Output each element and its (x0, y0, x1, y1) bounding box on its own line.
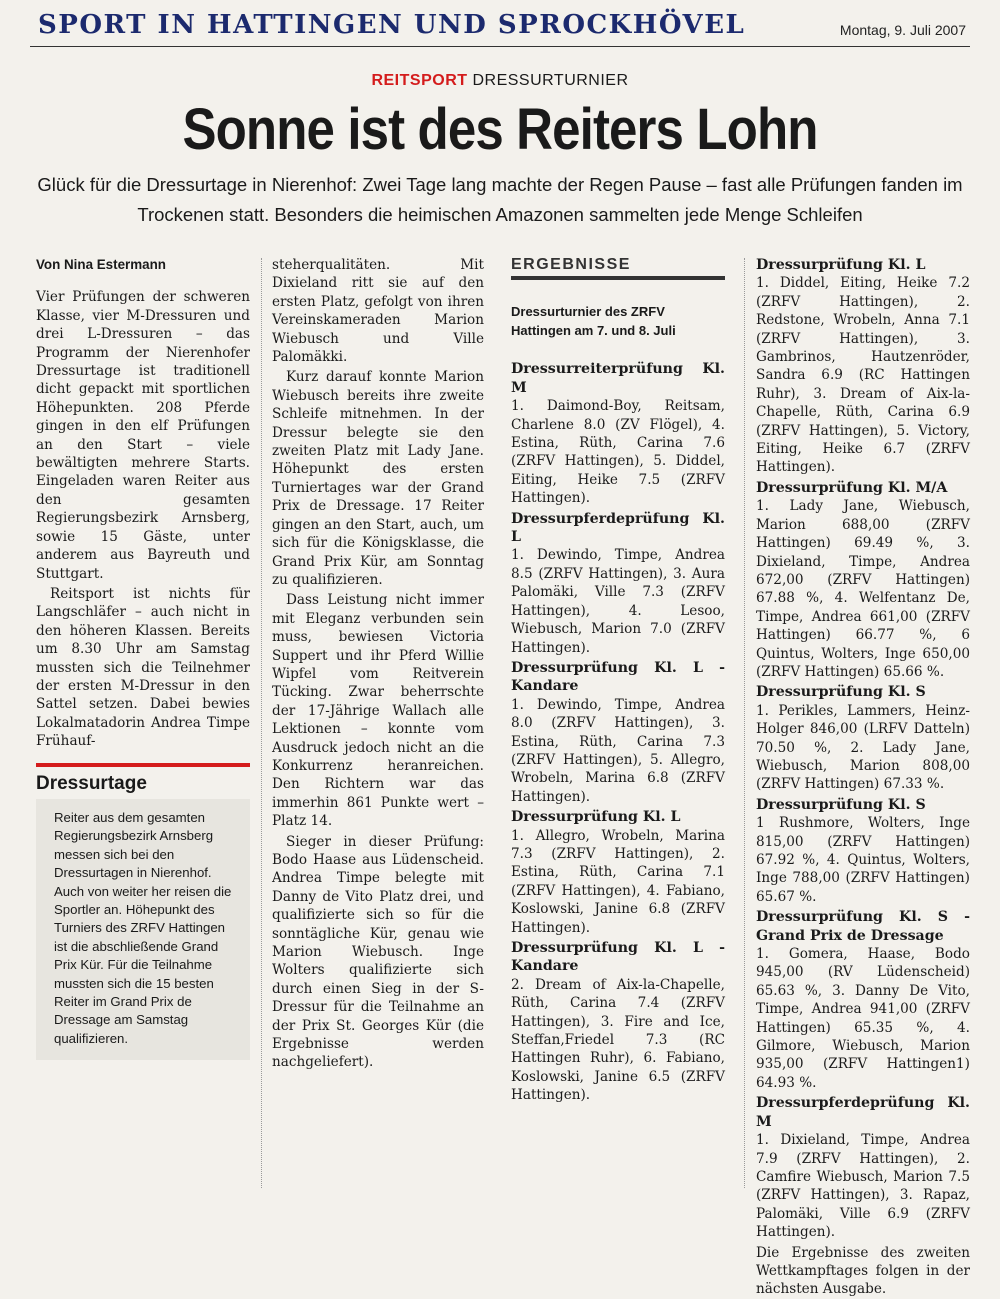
article-paragraph: Vier Prüfungen der schweren Klasse, vier M-Dressuren und drei L-Dressuren – das Programm der Nierenhofer Dressurtage ist traditionell dicht gepackt mit sportlichen Höhepunkten. 208 Pferde gingen in den elf Prüfungen an den Start – viele bewältigten mehrere Starts. Eingeladen waren Reiter aus den gesamten Regierungsbezirk Arnsberg, sowie 15 Gäste, unter anderem aus Bayreuth und Stuttgart. (36, 289, 250, 582)
result-text: 1. Diddel, Eiting, Heike 7.2 (ZRFV Hattingen), 2. Redstone, Wrobeln, Anna 7.1 (ZRFV Hattingen), 3. Gambrinos, Hautzenröder, Sandra 6.9 (RC Hattingen Ruhr), 3. Dream of Aix-la-Chapelle, Rüth, Carina 6.9 (ZRFV Hattingen), 5. Victory, Eiting, Heike 6.7 (ZRFV Hattingen). (756, 275, 970, 476)
result-title: Dressurpferdeprüfung Kl. L (511, 510, 725, 546)
result-entry (511, 659, 725, 806)
masthead (30, 8, 970, 47)
kicker-category: REITSPORT (371, 72, 468, 89)
info-box-title: Dressurtage (36, 772, 147, 794)
result-text: 1. Dewindo, Timpe, Andrea 8.5 (ZRFV Hattingen), 3. Aura Palomäki, Ville 7.3 (ZRFV Hattingen), 4. Lesoo, Wiebusch, Marion 7.0 (ZRFV Hattingen). (511, 547, 725, 656)
result-text: 1. Gomera, Haase, Bodo 945,00 (RV Lüdenscheid) 65.63 %, 3. Danny De Vito, Timpe, Andrea 941,00 (ZRFV Hattingen) 65.35 %, 4. Gilmore, Wiebusch, Marion 935,00 (ZRFV Hattingen1) 64.93 %. (756, 946, 970, 1091)
column-divider (744, 258, 745, 1188)
result-entry (511, 939, 725, 1105)
result-text: 1. Dewindo, Timpe, Andrea 8.0 (ZRFV Hattingen), 3. Estina, Rüth, Carina 7.3 (ZRFV Hattingen), 5. Allegro, Wrobeln, Marina 6.8 (ZRFV Hattingen). (511, 696, 725, 805)
result-text: 1. Daimond-Boy, Reitsam, Charlene 8.0 (ZV Flögel), 4. Estina, Rüth, Carina 7.6 (ZRFV Hattingen), 5. Diddel, Eiting, Heike 7.5 (ZRFV Hattingen). (511, 398, 725, 507)
article-column-2 (272, 256, 484, 1074)
results-column-1 (511, 256, 725, 1107)
results-column-2 (756, 256, 970, 1299)
result-title: Dressurpferdeprüfung Kl. M (756, 1095, 970, 1130)
issue-date: Montag, 9. Juli 2007 (839, 22, 966, 38)
column-divider (261, 258, 262, 1188)
result-entry (756, 479, 970, 681)
result-text: 1. Lady Jane, Wiebusch, Marion 688,00 (ZRFV Hattingen) 69.49 %, 3. Dixieland, Timpe, Andrea 672,00 (ZRFV Hattingen) 67.88 %, 4. Welfentanz De, Timpe, Andrea 661,00 (ZRFV Hattingen) 66.77 %, 6 Quintus, Wolters, Inge 650,00 (ZRFV Hattingen) 65.66 %. (756, 498, 970, 680)
result-text: 1 Rushmore, Wolters, Inge 815,00 (ZRFV Hattingen) 67.92 %, 4. Quintus, Wolters, Inge 788,00 (ZRFV Hattingen) 65.67 %. (756, 815, 970, 905)
article-paragraph: Kurz darauf konnte Marion Wiebusch bereits ihre zweite Schleife mitnehmen. In der Dressur belegte sie den zweiten Platz mit Lady Jane. Höhepunkt des ersten Turniertages war der Grand Prix de Dressage. 17 Reiter gingen an den Start, auch, um sich für die Königsklasse, die Grand Prix Kür, am Sonntag zu qualifizieren. (272, 369, 484, 588)
result-text: 2. Dream of Aix-la-Chapelle, Rüth, Carina 7.4 (ZRFV Hattingen), 3. Fire and Ice, Steffan,Friedel 7.3 (RC Hattingen Ruhr), 6. Fabiano, Koslowski, Janine 6.5 (ZRFV Hattingen). (511, 976, 725, 1104)
article-paragraph: Sieger in dieser Prüfung: Bodo Haase aus Lüdenscheid. Andrea Timpe belegte mit Danny de Vito Platz drei, und qualifizierte sich so für die sonntägliche Kür, genau wie Marion Wiebusch. Inge Wolters qualifizierte sich durch einen Sieg in der S-Dressur für die Teilnahme an der Prix St. Georges Kür (die Ergebnisse werden nachgeliefert). (272, 833, 484, 1071)
result-entry (511, 510, 725, 657)
headline: Sonne ist des Reiters Lohn (182, 97, 818, 162)
section-title: SPORT IN HATTINGEN UND SPROCKHÖVEL (38, 10, 746, 40)
result-title: Dressurprüfung Kl. S (756, 796, 926, 813)
result-entry (756, 796, 970, 906)
result-entry (756, 908, 970, 1092)
result-entry (756, 1094, 970, 1241)
result-text: 1. Perikles, Lammers, Heinz-Holger 846,00 (LRFV Datteln) 70.50 %, 2. Lady Jane, Wiebusch, Marion 808,00 (ZRFV Hattingen) 67.33 %. (756, 702, 970, 793)
kicker (0, 72, 1000, 90)
result-title: Dressurreiterprüfung Kl. M (511, 361, 725, 396)
results-header: ERGEBNISSE (511, 256, 725, 280)
result-entry (511, 808, 725, 937)
result-title: Dressurprüfung Kl. S - Grand Prix de Dressage (756, 909, 970, 944)
result-title: Dressurprüfung Kl. L (511, 809, 681, 826)
result-title: Dressurprüfung Kl. L (756, 257, 926, 273)
info-box-text: Reiter aus dem gesamten Regierungsbezirk Arnsberg messen sich bei den Dressurtagen in Nierenhof. Auch von weiter her reisen die Sportler an. Höhepunkt des Turniers des ZRFV Hattingen ist die abschließende Grand Prix Kür. Für die Teilnahme mussten sich die 15 besten Reiter im Grand Prix de Dressage am Samstag qualifizieren. (36, 799, 250, 1060)
result-title: Dressurprüfung Kl. S (756, 684, 926, 701)
article-paragraph: Reitsport ist nichts für Langschläfer – auch nicht in den höheren Klassen. Bereits um 8.30 Uhr am Samstag mussten sich die Teilnehmer der ersten M-Dressur in den Sattel setzen. Dabei bewies Lokalmatadorin Andrea Timpe Frühauf- (36, 585, 250, 750)
article-paragraph: Dass Leistung nicht immer mit Eleganz verbunden sein muss, bewiesen Victoria Suppert und ihr Pferd Willie Wipfel vom Reitverein Tücking. Zwar beherrschte der 17-Jährige Wallach alle Lektionen – konnte vom Ausdruck jedoch nicht an die Konkurrenz heranreichen. Den Richtern war das immerhin 861 Punkte wert – Platz 14. (272, 592, 484, 830)
subheadline: Glück für die Dressurtage in Nierenhof: Zwei Tage lang machte der Regen Pause – fast alle Prüfungen fanden im Trockenen statt. Besonders die heimischen Amazonen sammelten jede Menge Schleifen (37, 174, 963, 225)
info-box (36, 763, 250, 1061)
results-intro: Dressurturnier des ZRFV Hattingen am 7. und 8. Juli (511, 304, 676, 339)
kicker-topic: DRESSURTURNIER (472, 72, 629, 89)
results-closing-note: Die Ergebnisse des zweiten Wettkampftages folgen in der nächsten Ausgabe. (756, 1244, 970, 1298)
byline: Von Nina Estermann (36, 257, 166, 272)
result-title: Dressurprüfung Kl. L - Kandare (511, 659, 725, 695)
result-entry (756, 256, 970, 477)
result-entry (756, 683, 970, 793)
result-title: Dressurprüfung Kl. M/A (756, 479, 948, 496)
result-text: 1. Allegro, Wrobeln, Marina 7.3 (ZRFV Hattingen), 2. Estina, Rüth, Carina 7.1 (ZRFV Hattingen), 4. Fabiano, Koslowski, Janine 6.8 (ZRFV Hattingen). (511, 827, 725, 936)
result-title: Dressurprüfung Kl. L - Kandare (511, 940, 725, 975)
result-text: 1. Dixieland, Timpe, Andrea 7.9 (ZRFV Hattingen), 2. Camfire Wiebusch, Marion 7.5 (ZRFV Hattingen), 3. Rapaz, Palomäki, Ville 6.9 (ZRFV Hattingen). (756, 1132, 970, 1241)
article-paragraph: steherqualitäten. Mit Dixieland ritt sie auf den ersten Platz, gefolgt von ihren Vereinskameraden Marion Wiebusch und Ville Palomäkki. (272, 257, 484, 366)
article-column-1 (36, 256, 250, 1060)
result-entry (511, 360, 725, 507)
